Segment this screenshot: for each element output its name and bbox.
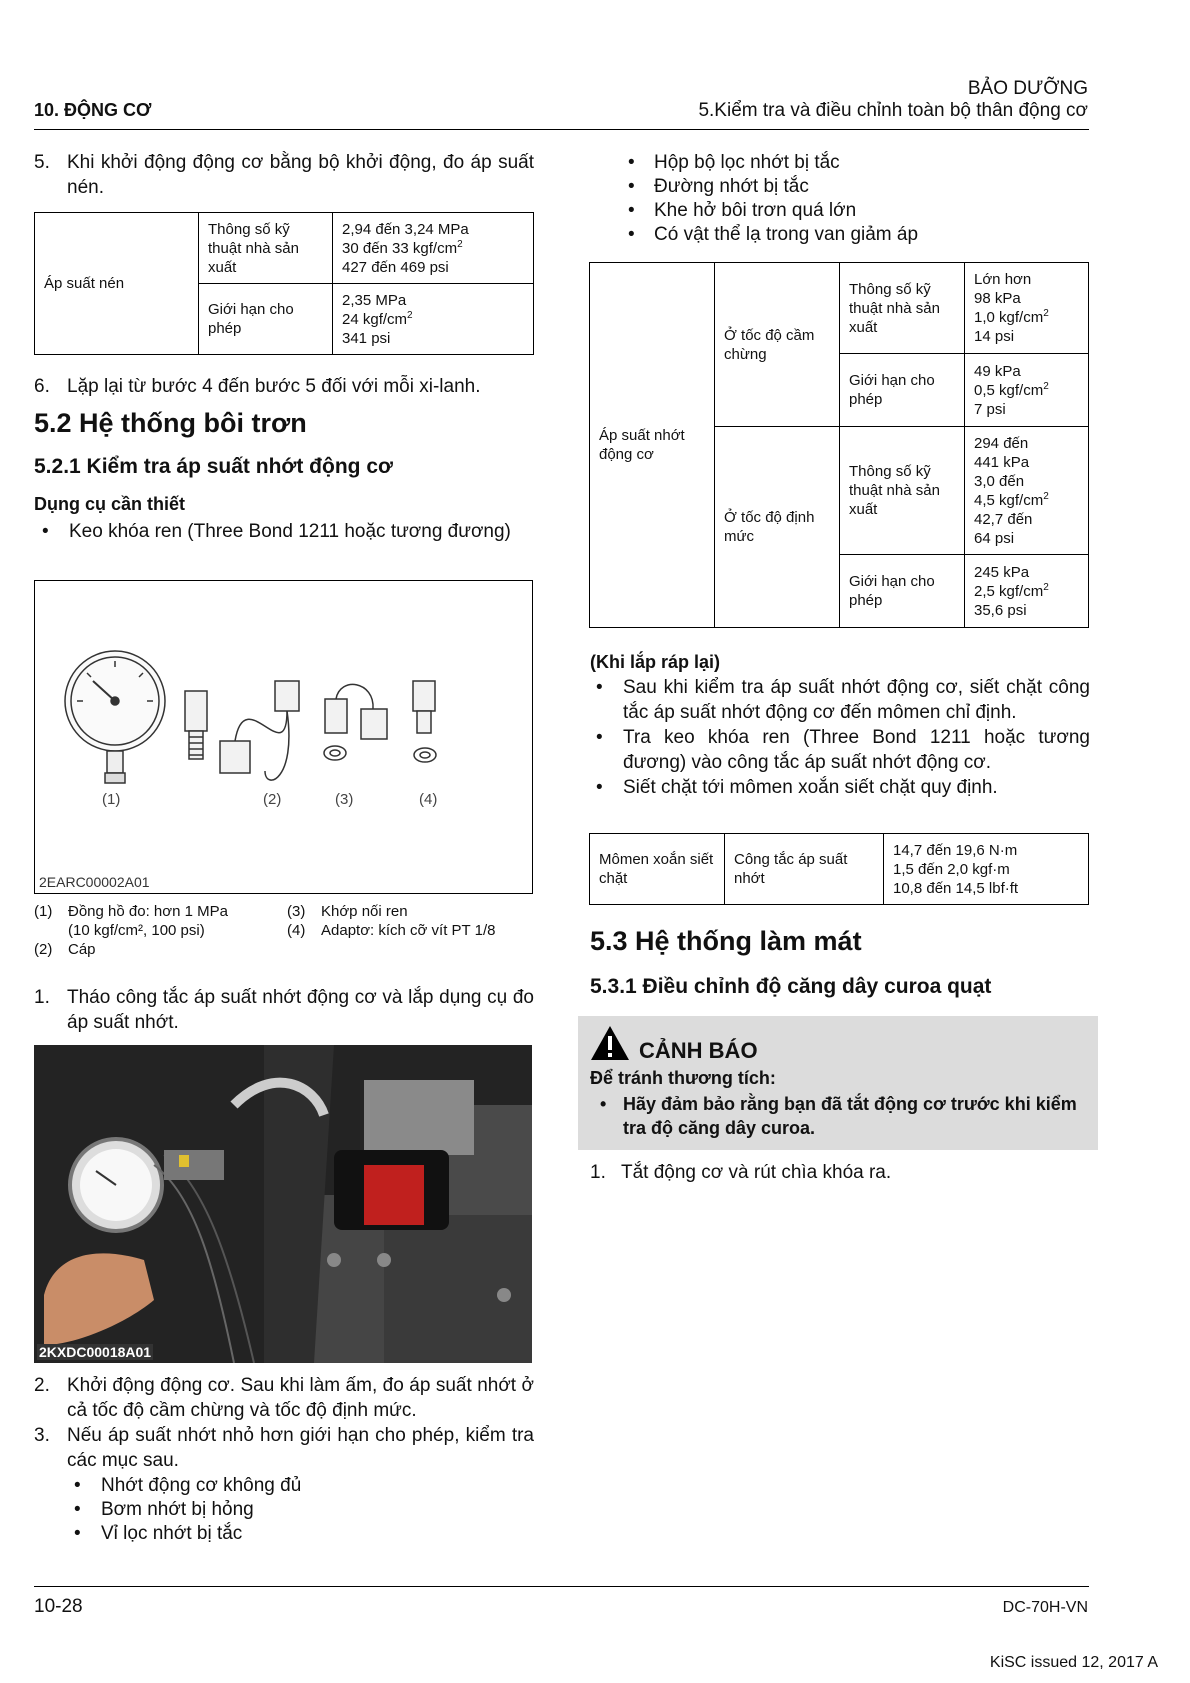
spec-label: Thông số kỹ thuật nhà sản xuất: [199, 213, 333, 284]
compression-limit-value: [333, 284, 534, 355]
spec-label: Thông số kỹ thuật nhà sản xuất: [840, 263, 965, 354]
step-6: [34, 374, 534, 399]
header-rule: [34, 129, 1089, 130]
tools-list-item: [34, 519, 534, 544]
compression-table: [34, 212, 534, 355]
bullet: •: [42, 521, 49, 542]
header-subsection: 5.Kiểm tra và điều chỉnh toàn bộ thân động cơ: [698, 100, 1088, 121]
fig-caption-4: (4) Adaptơ: kích cỡ vít PT 1/8: [287, 922, 496, 939]
step-1-right: [590, 1160, 1090, 1185]
torque-values: 14,7 đến 19,6 N·m 1,5 đến 2,0 kgf·m 10,8 đến 14,5 lbf·ft: [884, 834, 1089, 905]
reassembly-list: [590, 675, 1090, 800]
step-text: Khởi động động cơ. Sau khi làm ấm, đo áp suất nhớt ở cả tốc độ cầm chừng và tốc độ định mức.: [67, 1375, 534, 1421]
list-item: • Vỉ lọc nhớt bị tắc: [74, 1523, 243, 1544]
value-line: 427 đến 469 psi: [342, 258, 449, 276]
list-item: • Tra keo khóa ren (Three Bond 1211 hoặc tương đương) vào công tắc áp suất nhớt động cơ.: [596, 727, 1090, 773]
joint-drawing: [324, 684, 387, 760]
engine-photo-drawing: [34, 1045, 532, 1363]
idle-spec-value: Lớn hơn 98 kPa 1,0 kgf/$cm^2$ 14 psi: [965, 263, 1089, 354]
figure-label-4: (4): [419, 791, 438, 808]
compression-label: Áp suất nén: [35, 213, 199, 355]
step-number: 1.: [590, 1162, 606, 1183]
list-item: • Nhớt động cơ không đủ: [74, 1475, 302, 1496]
warning-triangle-icon: [589, 1024, 631, 1062]
rated-limit-value: 245 kPa 2,5 kgf/$cm^2$ 35,6 psi: [965, 555, 1089, 628]
step-3: [34, 1423, 534, 1473]
fig-caption-3: (3) Khớp nối ren: [287, 903, 408, 920]
warning-subtitle: Để tránh thương tích:: [590, 1068, 776, 1088]
step-number: 3.: [34, 1425, 50, 1446]
list-item: • Hộp bộ lọc nhớt bị tắc: [628, 152, 840, 173]
heading-5-2-1: 5.2.1 Kiểm tra áp suất nhớt động cơ: [34, 455, 393, 478]
step-number: 2.: [34, 1375, 50, 1396]
heading-5-2: 5.2 Hệ thống bôi trơn: [34, 408, 307, 438]
value-line: 24 kgf/$cm^2$: [342, 309, 413, 328]
torque-label: Mômen xoắn siết chặt: [590, 834, 725, 905]
oil-pressure-table: [589, 262, 1089, 628]
figure-code: 2EARC00002A01: [39, 874, 150, 890]
step-text: Nếu áp suất nhớt nhỏ hơn giới hạn cho phép, kiểm tra các mục sau.: [67, 1425, 534, 1471]
list-item: • Sau khi kiểm tra áp suất nhớt động cơ, siết chặt công tắc áp suất nhớt động cơ đến mômen chỉ định.: [596, 677, 1090, 723]
step-text: Tháo công tắc áp suất nhớt động cơ và lắp dụng cụ đo áp suất nhớt.: [67, 987, 534, 1033]
idle-limit-value: 49 kPa 0,5 kgf/$cm^2$ 7 psi: [965, 354, 1089, 427]
continued-list: [590, 150, 1090, 246]
gauge-photo: [34, 1045, 532, 1363]
step-3-list: [34, 1473, 534, 1545]
limit-label: Giới hạn cho phép: [840, 555, 965, 628]
limit-label: Giới hạn cho phép: [840, 354, 965, 427]
tools-item-text: Keo khóa ren (Three Bond 1211 hoặc tương đương): [69, 521, 511, 542]
list-item: • Có vật thể lạ trong van giảm áp: [628, 224, 919, 245]
step-text: Lặp lại từ bước 4 đến bước 5 đối với mỗi xi-lanh.: [67, 376, 481, 397]
value-line: 2,35 MPa: [342, 291, 407, 309]
step-text: Khi khởi động động cơ bằng bộ khởi động, đo áp suất nén.: [67, 152, 534, 198]
adapter-drawing: [413, 681, 436, 762]
oil-pressure-label: Áp suất nhớt động cơ: [590, 263, 715, 628]
figure-label-2: (2): [263, 791, 282, 808]
figure-label-1: (1): [102, 791, 121, 808]
torque-table: [589, 833, 1089, 905]
torque-item: Công tắc áp suất nhớt: [725, 834, 884, 905]
heading-5-3-1: 5.3.1 Điều chỉnh độ căng dây curoa quạt: [590, 975, 992, 998]
warning-item: • Hãy đảm bảo rằng bạn đã tắt động cơ trước khi kiểm tra độ căng dây curoa.: [600, 1094, 1077, 1138]
idle-speed-label: Ở tốc độ cầm chừng: [715, 263, 840, 427]
limit-label: Giới hạn cho phép: [199, 284, 333, 355]
fig-caption-1-cont: (10 kgf/cm², 100 psi): [68, 922, 205, 939]
value-line: 2,94 đến 3,24 MPa: [342, 220, 469, 238]
step-5: [34, 150, 534, 200]
step-1-left: [34, 985, 534, 1035]
header-section-title: BẢO DƯỠNG: [967, 78, 1088, 99]
compression-spec-value: [333, 213, 534, 284]
fitting-drawing: [185, 691, 207, 759]
figure-label-3: (3): [335, 791, 354, 808]
reassembly-heading: (Khi lắp ráp lại): [590, 652, 721, 672]
fig-caption-2: (2) Cáp: [34, 941, 96, 958]
footer-rule: [34, 1586, 1089, 1587]
header-chapter: 10. ĐỘNG CƠ: [34, 100, 152, 120]
fig-caption-1: (1) Đồng hồ đo: hơn 1 MPa: [34, 903, 228, 920]
list-item: • Bơm nhớt bị hỏng: [74, 1499, 254, 1520]
tools-heading: Dụng cụ cần thiết: [34, 494, 186, 514]
value-line: 30 đến 33 kgf/$cm^2$: [342, 238, 463, 257]
pressure-gauge-drawing: [65, 651, 165, 783]
cable-drawing: [220, 681, 299, 780]
step-number: 1.: [34, 987, 50, 1008]
step-text: Tắt động cơ và rút chìa khóa ra.: [621, 1162, 892, 1183]
step-number: 6.: [34, 376, 50, 397]
warning-title: CẢNH BÁO: [639, 1038, 758, 1063]
list-item: • Khe hở bôi trơn quá lớn: [628, 200, 857, 221]
step-2: [34, 1373, 534, 1423]
list-item: • Đường nhớt bị tắc: [628, 176, 809, 197]
list-item: • Siết chặt tới mômen xoắn siết chặt quy định.: [596, 777, 998, 798]
step-number: 5.: [34, 152, 50, 173]
footer-issue: KiSC issued 12, 2017 A: [989, 1654, 1158, 1671]
rated-speed-label: Ở tốc độ định mức: [715, 427, 840, 628]
heading-5-3: 5.3 Hệ thống làm mát: [590, 926, 862, 956]
warning-box: [578, 1016, 1098, 1150]
value-line: 341 psi: [342, 329, 391, 347]
footer-page-number: 10-28: [34, 1596, 83, 1617]
tools-figure: [34, 580, 533, 894]
footer-doc-id: DC-70H-VN: [1002, 1599, 1088, 1616]
rated-spec-value: 294 đến 441 kPa 3,0 đến 4,5 kgf/$cm^2$ 42,7 đến 64 psi: [965, 427, 1089, 555]
tools-illustration: [35, 581, 532, 893]
photo-code: 2KXDC00018A01: [39, 1344, 152, 1360]
spec-label: Thông số kỹ thuật nhà sản xuất: [840, 427, 965, 555]
